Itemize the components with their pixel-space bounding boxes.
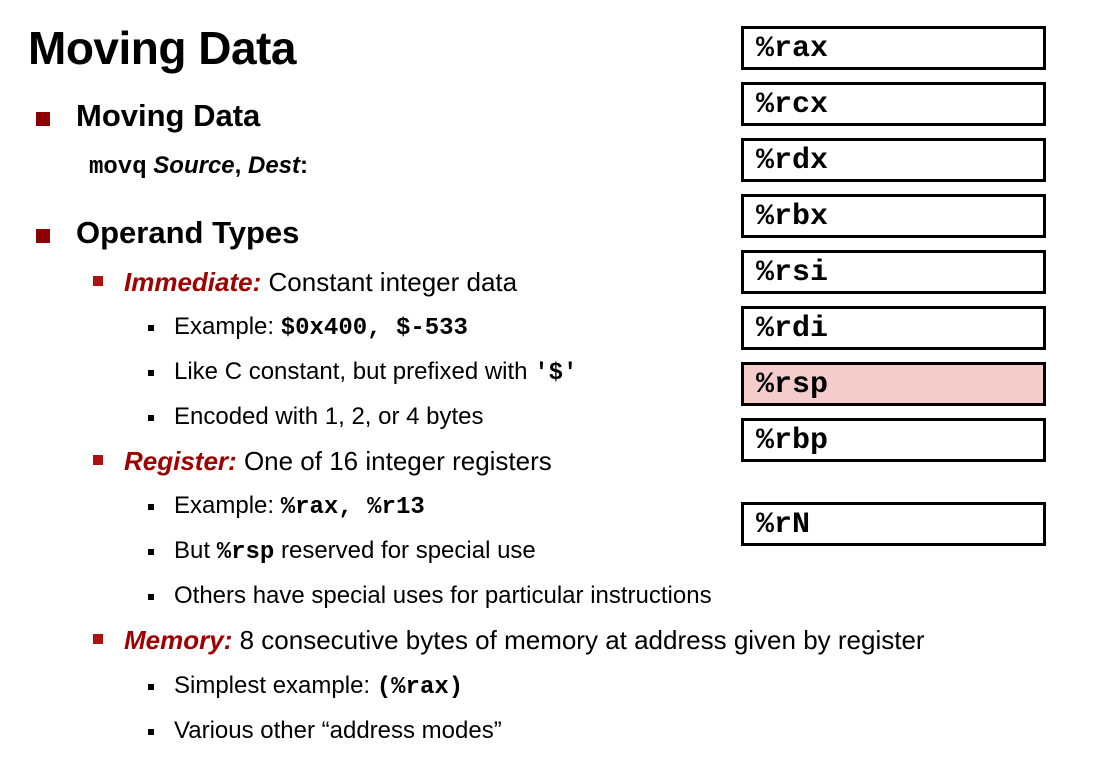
immediate-encoded-text: Encoded with 1, 2, or 4 bytes	[174, 403, 484, 430]
register-others-text: Others have special uses for particular instructions	[174, 582, 712, 609]
level3-bullet-square	[148, 370, 154, 376]
register-box-rbp: %rbp	[741, 418, 1046, 462]
immediate-line	[124, 265, 517, 299]
operand-types-heading	[76, 216, 299, 250]
register-example-line	[174, 489, 425, 525]
memory-label: Memory:	[124, 625, 233, 655]
immediate-desc: Constant integer data	[268, 267, 518, 297]
register-box-rcx: %rcx	[741, 82, 1046, 126]
syntax-colon: :	[300, 152, 309, 179]
immediate-example-line	[174, 310, 468, 346]
register-desc: One of 16 integer registers	[243, 446, 552, 476]
level2-bullet-square	[93, 634, 103, 644]
register-label: Register:	[124, 446, 237, 476]
register-but-prefix: But	[174, 537, 211, 564]
immediate-example-prefix: Example:	[174, 313, 275, 340]
level2-bullet-square	[93, 455, 103, 465]
immediate-label: Immediate:	[124, 267, 262, 297]
moving-data-heading	[76, 99, 260, 133]
level2-bullet-square	[93, 276, 103, 286]
level3-bullet-square	[148, 325, 154, 331]
register-others-line	[174, 579, 712, 613]
page-title: Moving Data	[28, 22, 296, 74]
level1-bullet-square	[36, 229, 50, 243]
operand-types-heading-text: Operand Types	[76, 215, 300, 250]
level3-bullet-square	[148, 415, 154, 421]
register-example-prefix: Example:	[174, 492, 275, 519]
register-but-line	[174, 534, 536, 570]
level1-bullet-square	[36, 112, 50, 126]
register-box-rsi: %rsi	[741, 250, 1046, 294]
register-box-rax: %rax	[741, 26, 1046, 70]
register-box-rsp: %rsp	[741, 362, 1046, 406]
memory-simplest-code: (%rax)	[376, 674, 464, 701]
level3-bullet-square	[148, 594, 154, 600]
memory-desc: 8 consecutive bytes of memory at address given by register	[239, 625, 925, 655]
operand-separator: ,	[234, 152, 242, 179]
memory-various-line	[174, 714, 502, 748]
register-line	[124, 444, 552, 478]
dest-operand: Dest	[248, 152, 301, 179]
register-box-rdx: %rdx	[741, 138, 1046, 182]
register-box-rdi: %rdi	[741, 306, 1046, 350]
memory-line	[124, 623, 925, 657]
moving-data-heading-text: Moving Data	[76, 98, 261, 133]
level3-bullet-square	[148, 684, 154, 690]
register-but-suffix: reserved for special use	[280, 537, 536, 564]
immediate-example-code: $0x400, $-533	[280, 315, 468, 342]
movq-instruction: movq	[89, 154, 147, 181]
memory-various-text: Various other “address modes”	[174, 717, 502, 744]
register-box-rn: %rN	[741, 502, 1046, 546]
level3-bullet-square	[148, 729, 154, 735]
register-example-code: %rax, %r13	[280, 494, 425, 521]
memory-simplest-line	[174, 669, 463, 705]
level3-bullet-square	[148, 549, 154, 555]
immediate-like-line	[174, 355, 577, 391]
memory-simplest-prefix: Simplest example:	[174, 672, 371, 699]
source-operand: Source	[153, 152, 235, 179]
immediate-like-code: '$'	[534, 360, 578, 387]
register-box-rbx: %rbx	[741, 194, 1046, 238]
level3-bullet-square	[148, 504, 154, 510]
movq-syntax-line	[89, 149, 308, 185]
immediate-like-prefix: Like C constant, but prefixed with	[174, 358, 528, 385]
immediate-encoded-line	[174, 400, 484, 434]
register-but-code: %rsp	[216, 539, 275, 566]
